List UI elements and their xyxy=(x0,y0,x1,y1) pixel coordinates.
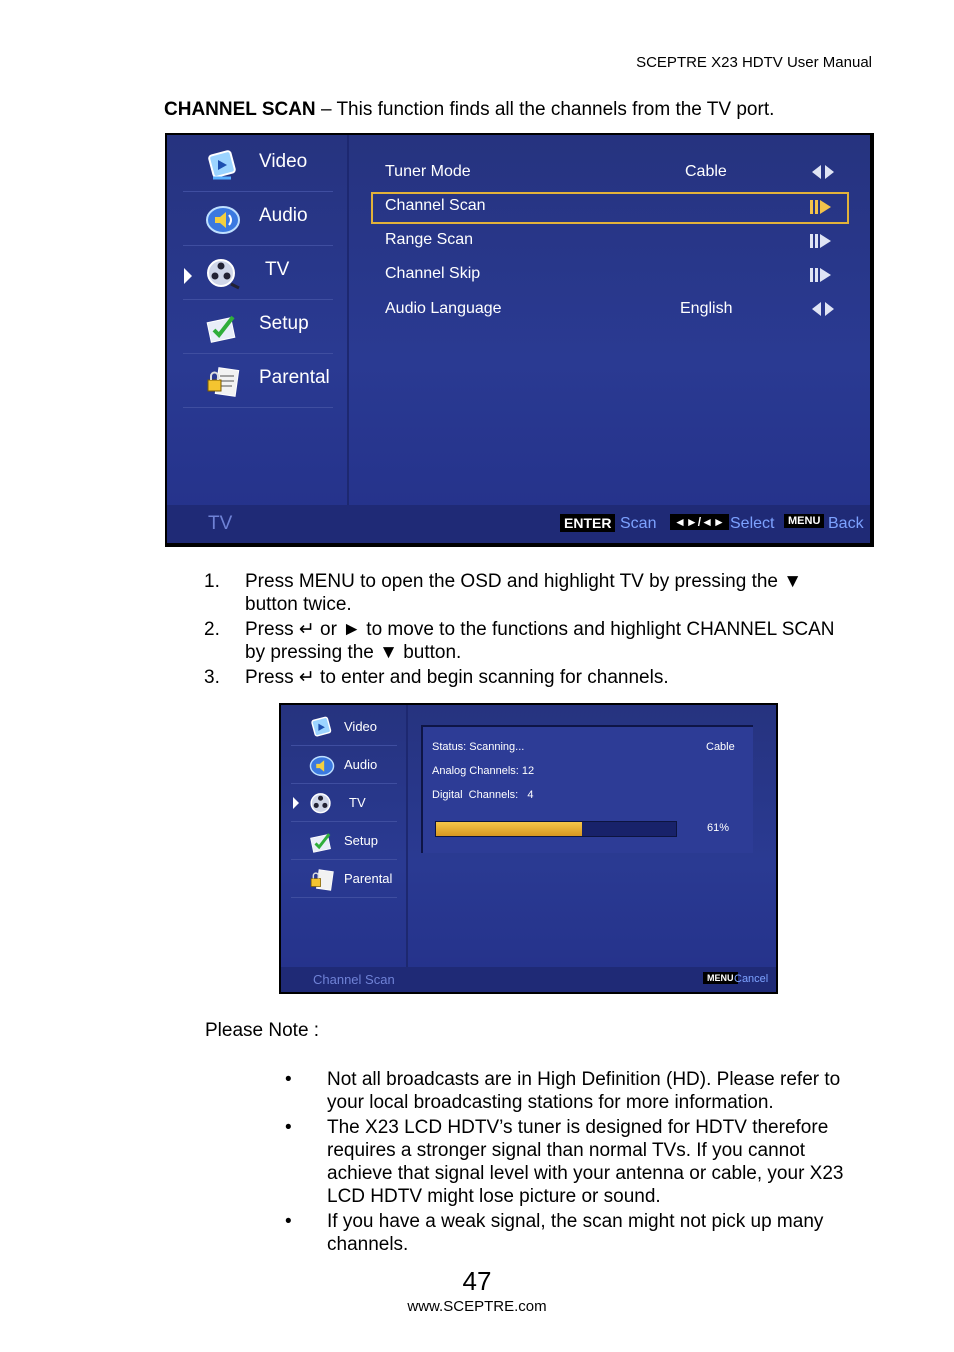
cancel-action: Cancel xyxy=(734,973,769,985)
sidebar-item-label: Setup xyxy=(259,313,309,334)
scan-status: Status: Scanning... xyxy=(432,741,525,753)
osd-footer xyxy=(167,505,870,543)
menu-item-channel-skip[interactable]: Channel Skip xyxy=(385,265,481,282)
scan-status-panel xyxy=(421,725,753,853)
setup-check-icon xyxy=(309,829,335,855)
progress-fill xyxy=(436,822,582,836)
list-item: 1. Press MENU to open the OSD and highlight TV by pressing the ▼ button twice. xyxy=(204,571,803,615)
bullet-icon: • xyxy=(285,1069,292,1090)
sidebar-item-label: TV xyxy=(265,259,290,280)
arrows-key: ◄►/◄► xyxy=(670,514,729,530)
scan-progress-bar xyxy=(435,821,677,837)
sidebar-item-label: Parental xyxy=(259,367,330,388)
osd-footer xyxy=(281,967,776,992)
back-action: Back xyxy=(828,515,864,532)
list-item: • If you have a weak signal, the scan might not pick up many channels. xyxy=(285,1211,824,1255)
bullet-icon: • xyxy=(285,1211,292,1232)
sidebar-item-label: Parental xyxy=(344,871,393,886)
scan-action: Scan xyxy=(620,515,657,532)
film-reel-icon xyxy=(205,256,241,292)
bullet-icon: • xyxy=(285,1117,292,1138)
enter-arrow-icon[interactable] xyxy=(810,268,832,282)
footer-title: Channel Scan xyxy=(313,972,395,987)
instruction-steps xyxy=(204,570,855,691)
menu-item-audio-language[interactable]: Audio Language xyxy=(385,300,502,317)
footer-title: TV xyxy=(208,513,233,534)
note-bullets xyxy=(285,1068,872,1258)
list-item: • Not all broadcasts are in High Definition (HD). Please refer to your local broadcasting stations for more information. xyxy=(285,1069,841,1113)
list-item: 3. Press ↵ to enter and begin scanning for channels. xyxy=(204,667,669,688)
tuner-type: Cable xyxy=(706,741,735,753)
enter-key: ENTER xyxy=(560,514,615,532)
video-icon xyxy=(205,148,241,184)
sidebar-item-label: Audio xyxy=(344,757,378,772)
tv-menu-screenshot xyxy=(165,133,874,547)
footer-url: www.SCEPTRE.com xyxy=(407,1298,547,1315)
menu-divider xyxy=(347,135,349,510)
manual-header: SCEPTRE X23 HDTV User Manual xyxy=(636,54,872,71)
page-number: 47 xyxy=(462,1266,492,1296)
lock-notepad-icon xyxy=(205,364,241,400)
speaker-icon xyxy=(309,753,335,779)
menu-item-tuner-mode[interactable]: Tuner Mode xyxy=(385,163,471,180)
digital-channels: Digital Channels: 4 xyxy=(432,789,534,801)
sidebar-item-parental[interactable] xyxy=(183,354,333,408)
menu-divider xyxy=(406,705,408,967)
enter-arrow-icon[interactable] xyxy=(810,200,832,214)
speaker-icon xyxy=(205,202,241,238)
intro-paragraph xyxy=(164,99,774,121)
audio-language-value: English xyxy=(680,300,733,317)
sidebar-item-label: TV xyxy=(349,795,366,810)
video-icon xyxy=(309,715,335,741)
sidebar-item-label: Audio xyxy=(259,205,308,226)
progress-percent: 61% xyxy=(707,822,730,834)
sidebar-item-parental[interactable] xyxy=(291,860,397,898)
sidebar-item-label: Setup xyxy=(344,833,378,848)
sidebar-item-audio[interactable] xyxy=(291,746,397,784)
list-item: • The X23 LCD HDTV’s tuner is designed for HDTV therefore requires a stronger signal than normal TVs. If you cannot achieve that signal level with your antenna or cable, your X23 LCD HDTV might lose picture or sound. xyxy=(285,1117,844,1207)
intro-text: – This function finds all the channels from the TV port. xyxy=(315,99,775,120)
intro-heading: CHANNEL SCAN xyxy=(164,99,316,120)
sidebar-item-video[interactable] xyxy=(183,138,333,192)
left-right-arrows-icon[interactable] xyxy=(812,302,834,316)
sidebar-item-audio[interactable] xyxy=(183,192,333,246)
sidebar-item-label: Video xyxy=(259,151,308,172)
tuner-mode-value: Cable xyxy=(685,163,727,180)
sidebar-item-setup[interactable] xyxy=(291,822,397,860)
left-right-arrows-icon[interactable] xyxy=(812,165,834,179)
list-item: 2. Press ↵ or ► to move to the functions and highlight CHANNEL SCAN by pressing the ▼ button. xyxy=(204,619,835,663)
setup-check-icon xyxy=(205,310,241,346)
menu-key: MENU xyxy=(703,972,738,984)
select-action: Select xyxy=(730,515,775,532)
menu-key: MENU xyxy=(784,514,824,528)
sidebar-item-setup[interactable] xyxy=(183,300,333,354)
sidebar-item-video[interactable] xyxy=(291,708,397,746)
channel-scan-screenshot xyxy=(279,703,778,994)
analog-channels: Analog Channels: 12 xyxy=(432,765,535,777)
lock-notepad-icon xyxy=(309,867,335,893)
sidebar-item-label: Video xyxy=(344,719,378,734)
menu-item-range-scan[interactable]: Range Scan xyxy=(385,231,474,248)
note-title: Please Note : xyxy=(205,1020,320,1041)
menu-item-channel-scan[interactable]: Channel Scan xyxy=(385,197,486,214)
sidebar-item-tv[interactable] xyxy=(183,246,333,300)
sidebar-item-tv[interactable] xyxy=(291,784,397,822)
film-reel-icon xyxy=(309,791,335,817)
enter-arrow-icon[interactable] xyxy=(810,234,832,248)
